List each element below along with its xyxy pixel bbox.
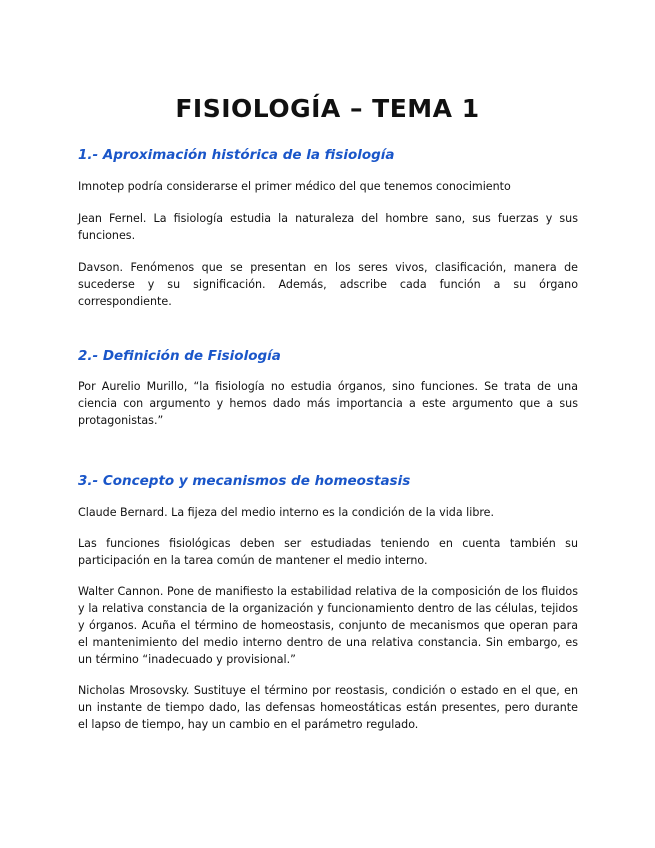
section-heading: 3.- Concepto y mecanismos de homeostasis [78,473,411,489]
paragraph: Nicholas Mrosovsky. Sustituye el término por reostasis, condición o estado en el que, en un instante de tiempo dado, las defensas homeostáticas están presentes, pero durante el lapso de tiempo, hay un cambio en el parámetro regulado. [78,684,578,731]
paragraph: Jean Fernel. La fisiología estudia la naturaleza del hombre sano, sus fuerzas y sus funciones. [78,212,578,242]
section-heading: 2.- Definición de Fisiología [78,348,281,364]
paragraph: Por Aurelio Murillo, “la fisiología no estudia órganos, sino funciones. Se trata de una ciencia con argumento y hemos dado más importancia a este argumento que a sus protagonistas.” [78,380,578,427]
section-definicion [78,348,578,429]
paragraph: Imnotep podría considerarse el primer médico del que tenemos conocimiento [78,180,511,193]
section-historia [78,147,578,310]
paragraph: Davson. Fenómenos que se presentan en los seres vivos, clasificación, manera de sucederse y su significación. Además, adscribe cada función a su órgano correspondiente. [78,261,578,308]
paragraph: Claude Bernard. La fijeza del medio interno es la condición de la vida libre. [78,506,495,519]
section-homeostasis [78,473,578,733]
paragraph: Walter Cannon. Pone de manifiesto la estabilidad relativa de la composición de los fluidos y la relativa constancia de la organización y funcionamiento dentro de las células, tejidos y órganos. Acuña el término de homeostasis, conjunto de mecanismos que operan para el mantenimiento del medio interno dentro de una relativa constancia. Sin embargo, es un término “inadecuado y provisional.” [78,585,578,666]
page-title: FISIOLOGÍA – TEMA 1 [175,94,480,123]
section-heading: 1.- Aproximación histórica de la fisiología [78,147,395,163]
paragraph: Las funciones fisiológicas deben ser estudiadas teniendo en cuenta también su participación en la tarea común de mantener el medio interno. [78,537,578,567]
